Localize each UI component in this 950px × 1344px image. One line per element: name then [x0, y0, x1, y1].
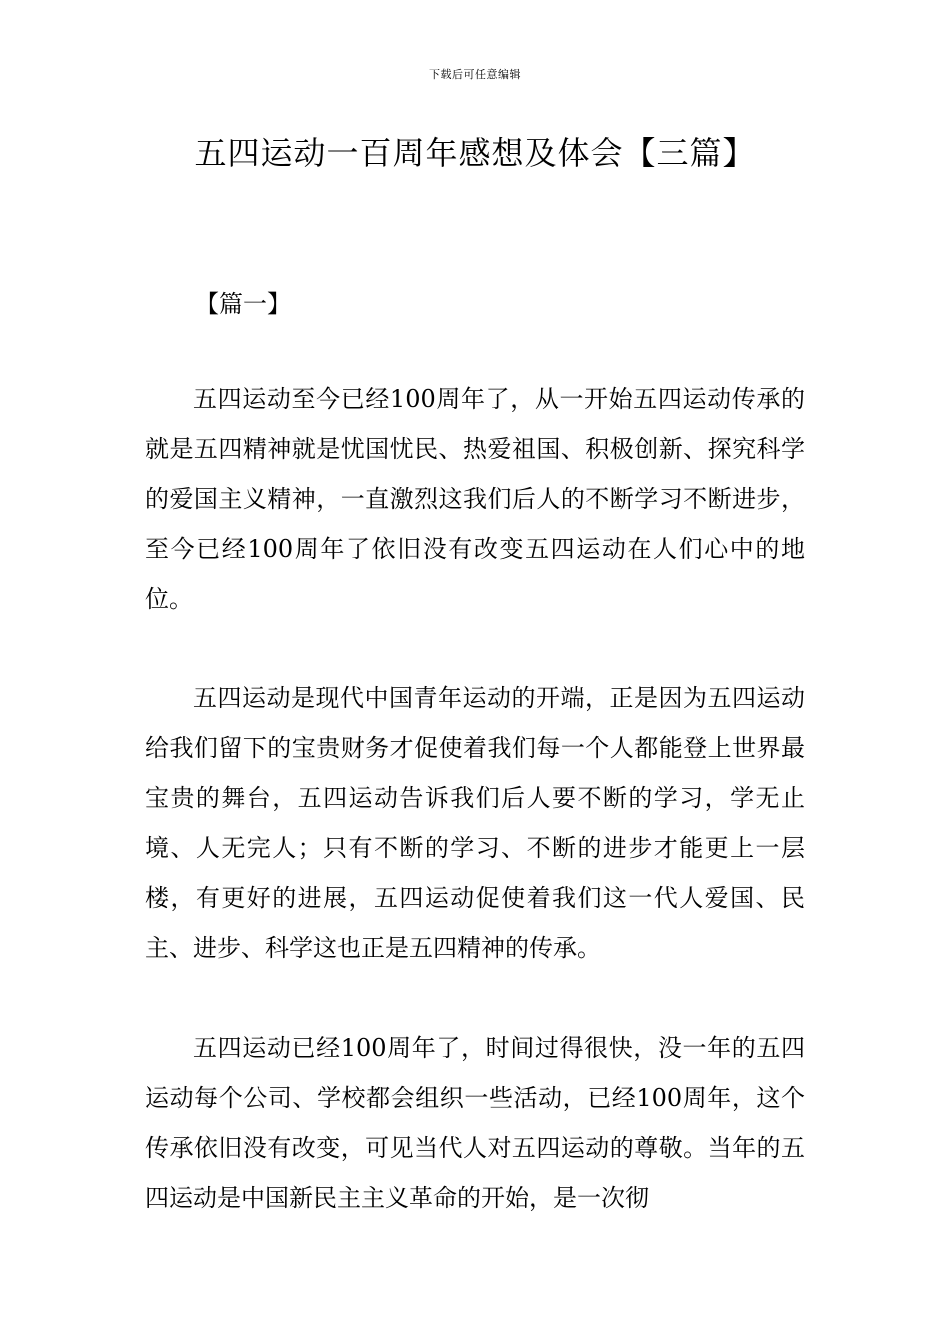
header-note: 下载后可任意编辑	[429, 68, 521, 81]
paragraph-1: 五四运动至今已经100周年了，从一开始五四运动传承的就是五四精神就是忧国忧民、热爱祖国、积极创新、探究科学的爱国主义精神，一直激烈这我们后人的不断学习不断进步，至今已经100周年了依旧没有改变五四运动在人们心中的地位。	[145, 385, 805, 613]
section-heading: 【篇一】	[195, 290, 291, 318]
paragraph-2: 五四运动是现代中国青年运动的开端，正是因为五四运动给我们留下的宝贵财务才促使着我们每一个人都能登上世界最宝贵的舞台，五四运动告诉我们后人要不断的学习，学无止境、人无完人；只有不断的学习、不断的进步才能更上一层楼，有更好的进展，五四运动促使着我们这一代人爱国、民主、进步、科学这也正是五四精神的传承。	[145, 684, 805, 962]
document-title: 五四运动一百周年感想及体会【三篇】	[194, 134, 756, 172]
paragraph-3: 五四运动已经100周年了，时间过得很快，没一年的五四运动每个公司、学校都会组织一些活动，已经100周年，这个传承依旧没有改变，可见当代人对五四运动的尊敬。当年的五四运动是中国新民主主义革命的开始，是一次彻	[145, 1034, 805, 1212]
